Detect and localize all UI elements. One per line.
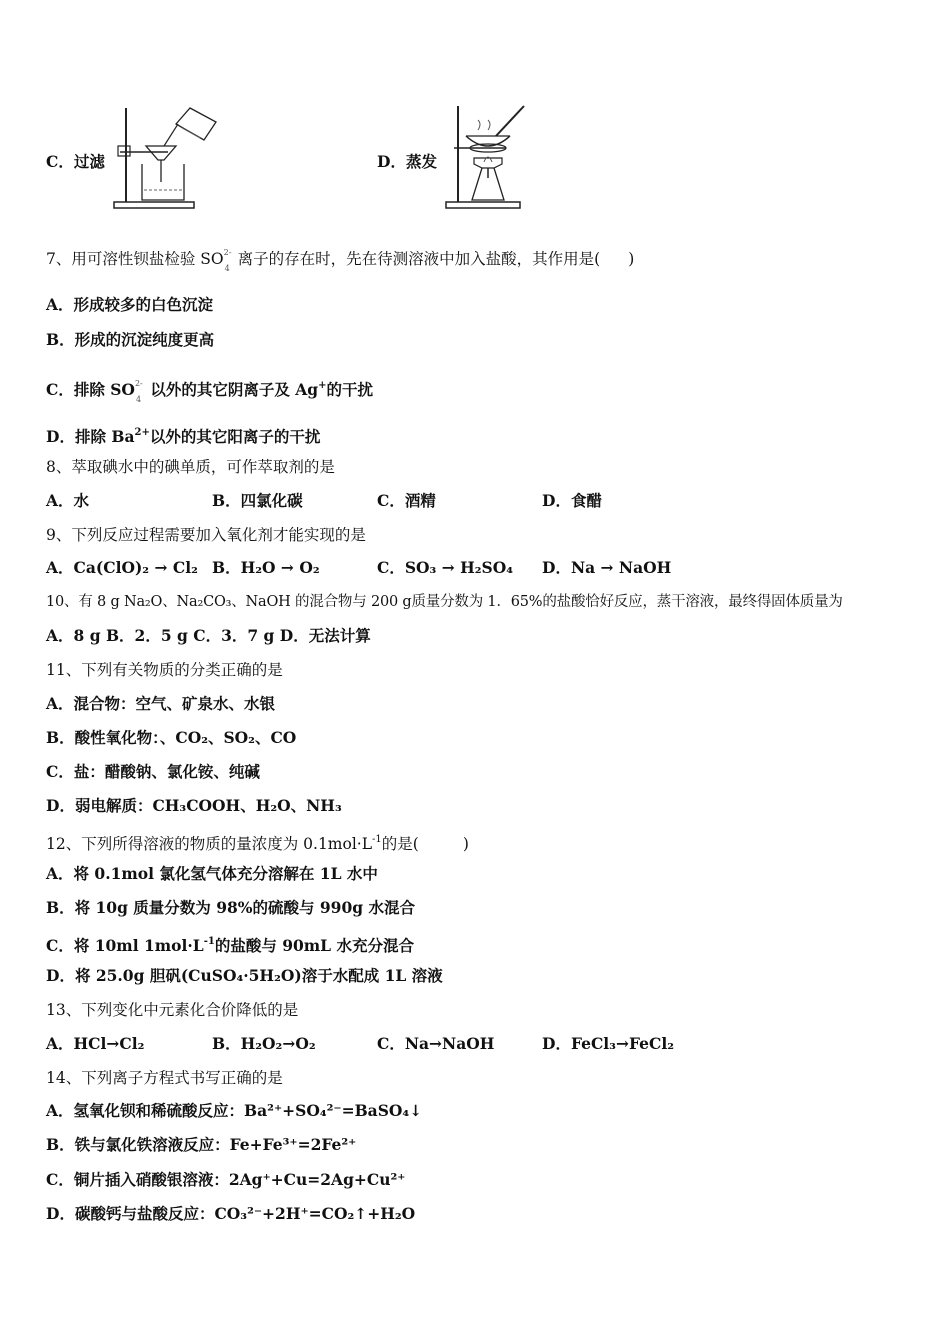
q7-stem-suffix: 离子的存在时，先在待测溶液中加入盐酸，其作用是( [237, 250, 601, 268]
q8-option-b: B．四氯化碳 [212, 491, 303, 510]
q14-option-c-text: C．铜片插入硝酸银溶液： [46, 1170, 229, 1189]
q7-stem [46, 248, 635, 273]
sulfate-ion-subscript: 4 [224, 264, 230, 273]
q8-stem: 8、萃取碘水中的碘单质，可作萃取剂的是 [46, 458, 335, 476]
q9-stem: 9、下列反应过程需要加入氧化剂才能实现的是 [46, 526, 366, 544]
q11-option-a: A．混合物：空气、矿泉水、水银 [46, 694, 276, 713]
q11-stem: 11、下列有关物质的分类正确的是 [46, 661, 283, 679]
q12-option-b: B．将 10g 质量分数为 98%的硫酸与 990g 水混合 [46, 898, 415, 917]
q7-option-c-mid: 以外的其它阴离子及 Ag [144, 380, 319, 399]
q13-option-d: D．FeCl₃→FeCl₂ [542, 1034, 674, 1053]
q7-option-d-suffix: 以外的其它阳离子的干扰 [149, 427, 321, 446]
q14-stem: 14、下列离子方程式书写正确的是 [46, 1069, 283, 1087]
q14-option-c-equation: 2Ag⁺+Cu=2Ag+Cu²⁺ [228, 1170, 406, 1189]
evaporation-apparatus-figure [444, 102, 532, 210]
q7-option-b: B．形成的沉淀纯度更高 [46, 330, 215, 349]
q7-option-d [46, 423, 320, 447]
q7-stem-close: ) [628, 250, 635, 268]
q14-option-b [46, 1135, 356, 1155]
q12-stem [46, 830, 469, 854]
q12-stem-suffix: 的是( [381, 835, 419, 853]
q9-option-d: D．Na → NaOH [542, 558, 672, 577]
q10-stem: 10、有 8 g Na₂O、Na₂CO₃、NaOH 的混合物与 200 g质量分数为 1．65%的盐酸恰好反应，蒸干溶液，最终得固体质量为 [46, 594, 843, 610]
q14-option-b-equation: Fe+Fe³⁺=2Fe²⁺ [229, 1135, 357, 1154]
q8-option-a: A．水 [46, 491, 90, 510]
q14-option-a-text: A．氢氧化钡和稀硫酸反应： [46, 1101, 245, 1120]
q8-option-d: D．食醋 [542, 491, 602, 510]
q14-option-c [46, 1170, 405, 1190]
sulfate-ion-charge: 2- [223, 248, 232, 257]
q7-option-c-prefix: C．排除 SO [46, 380, 135, 399]
sulfate-ion-charge-c: 2- [134, 379, 143, 388]
q12-option-d: D．将 25.0g 胆矾(CuSO₄·5H₂O)溶于水配成 1L 溶液 [46, 966, 443, 985]
q14-option-a [46, 1101, 422, 1121]
q7-option-a: A．形成较多的白色沉淀 [46, 295, 214, 314]
q14-option-d-equation: CO₃²⁻+2H⁺=CO₂↑+H₂O [214, 1204, 416, 1223]
q14-option-a-equation: Ba²⁺+SO₄²⁻=BaSO₄↓ [244, 1101, 423, 1120]
q7-option-c [46, 376, 374, 404]
q12-option-c [46, 932, 414, 956]
sulfate-ion-subscript-c: 4 [135, 395, 142, 404]
q7-option-d-prefix: D．排除 Ba [46, 427, 135, 446]
q12-option-a: A．将 0.1mol 氯化氢气体充分溶解在 1L 水中 [46, 864, 378, 883]
q9-option-c: C．SO₃ → H₂SO₄ [377, 558, 514, 577]
q9-option-a: A．Ca(ClO)₂ → Cl₂ [46, 558, 198, 577]
q7-option-d-sup: 2+ [134, 427, 150, 438]
q14-option-b-text: B．铁与氯化铁溶液反应： [46, 1135, 230, 1154]
q12-option-c-suffix: 的盐酸与 90mL 水充分混合 [214, 936, 414, 955]
q14-option-d [46, 1204, 415, 1224]
q9-option-b: B．H₂O → O₂ [212, 558, 320, 577]
q6-option-d-label: D．蒸发 [377, 152, 437, 171]
q12-stem-sup: -1 [372, 834, 382, 845]
q14-option-d-text: D．碳酸钙与盐酸反应： [46, 1204, 215, 1223]
q11-option-d: D．弱电解质：CH₃COOH、H₂O、NH₃ [46, 796, 342, 815]
q13-stem: 13、下列变化中元素化合价降低的是 [46, 1001, 299, 1019]
q12-option-c-sup: -1 [203, 936, 215, 947]
q7-option-c-suffix: 的干扰 [326, 380, 374, 399]
q7-stem-prefix: 7、用可溶性钡盐检验 SO [46, 250, 224, 268]
filtration-apparatus-figure [112, 102, 224, 210]
q6-option-c-label: C．过滤 [46, 152, 105, 171]
q12-stem-close: ) [462, 835, 469, 853]
q13-option-b: B．H₂O₂→O₂ [212, 1034, 316, 1053]
q7-option-c-sup: + [318, 380, 327, 391]
q12-option-c-prefix: C．将 10ml 1mol·L [46, 936, 204, 955]
q10-options: A．8 g B．2．5 g C．3．7 g D．无法计算 [46, 626, 371, 645]
q12-stem-prefix: 12、下列所得溶液的物质的量浓度为 0.1mol·L [46, 835, 373, 853]
q13-option-a: A．HCl→Cl₂ [46, 1034, 145, 1053]
q8-option-c: C．酒精 [377, 491, 436, 510]
q11-option-c: C．盐：醋酸钠、氯化铵、纯碱 [46, 762, 260, 781]
q13-option-c: C．Na→NaOH [377, 1034, 495, 1053]
q11-option-b: B．酸性氧化物：、CO₂、SO₂、CO [46, 728, 297, 747]
